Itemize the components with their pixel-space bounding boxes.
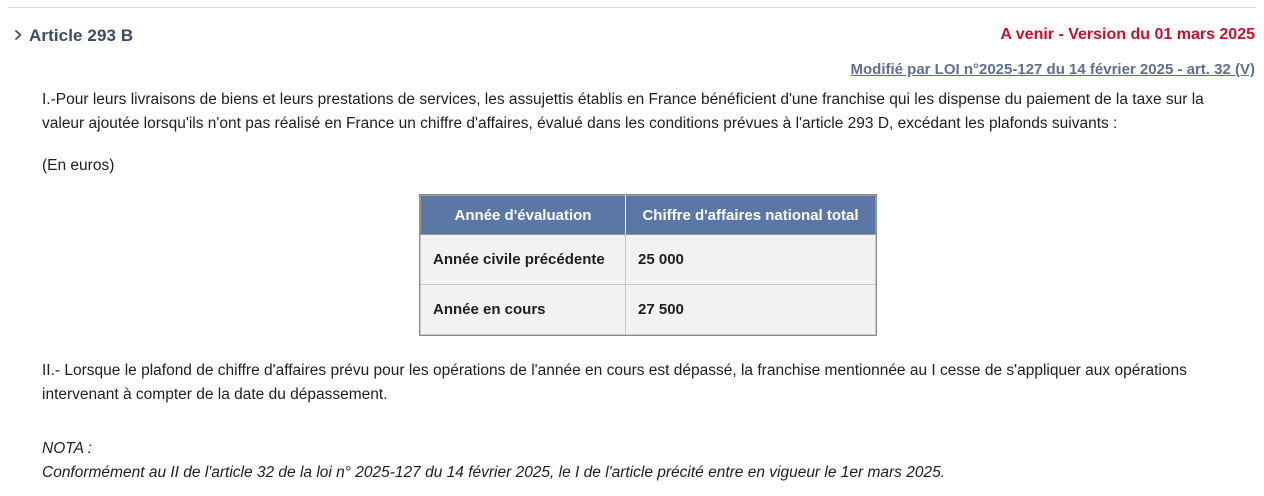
nota-text: Conformément au II de l'article 32 de la loi n° 2025-127 du 14 février 2025, le I de l'article précité entre en vigueur le 1er mars 2025. <box>42 464 946 481</box>
column-header-turnover: Chiffre d'affaires national total <box>626 196 876 235</box>
table-row <box>421 285 876 335</box>
top-divider <box>8 7 1256 8</box>
table-row <box>421 235 876 285</box>
thresholds-table <box>420 195 876 335</box>
paragraph-1: I.-Pour leurs livraisons de biens et leurs prestations de services, les assujettis établis en France bénéficient d'une franchise qui les dispense du paiement de la taxe sur la valeur ajoutée lorsqu'ils n'ont pas réalisé en France un chiffre d'affaires, évalué dans les conditions prévues à l'article 293 D, excédant les plafonds suivants : <box>42 91 1204 132</box>
version-status: A venir - Version du 01 mars 2025 <box>1000 26 1255 43</box>
nota-label: NOTA : <box>42 440 92 457</box>
article-title[interactable]: Article 293 B <box>29 26 134 45</box>
table-cell-year: Année civile précédente <box>421 235 626 285</box>
table-cell-amount: 25 000 <box>626 235 876 285</box>
article-header[interactable] <box>14 26 1255 52</box>
unit-note: (En euros) <box>42 157 115 174</box>
table-cell-year: Année en cours <box>421 285 626 335</box>
paragraph-2: II.- Lorsque le plafond de chiffre d'affaires prévu pour les opérations de l'année en cours est dépassé, la franchise mentionnée au I cesse de s'appliquer aux opérations intervenant à compter de la date du dépassement. <box>42 362 1187 403</box>
table-cell-amount: 27 500 <box>626 285 876 335</box>
chevron-right-icon[interactable] <box>14 28 24 42</box>
column-header-year: Année d'évaluation <box>421 196 626 235</box>
table-header-row <box>421 196 876 235</box>
modified-by-link[interactable]: Modifié par LOI n°2025-127 du 14 février 2025 - art. 32 (V) <box>850 61 1255 78</box>
